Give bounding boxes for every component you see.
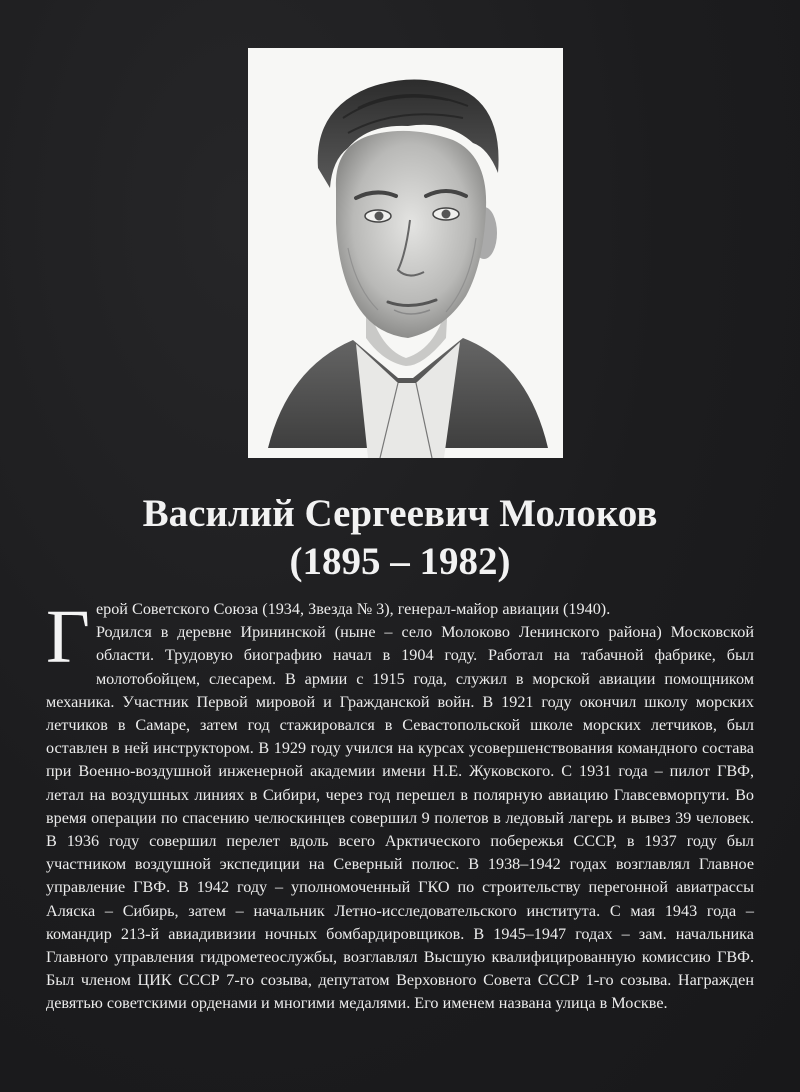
person-name: Василий Сергеевич Молоков [142,492,658,535]
bio-body: Родился в деревне Ирининской (ныне – село Молоково Ленинского района) Московской области. Трудовую биографию начал в 1904 году. Работал на табачной фабрике, был молотобойцем, слесарем. В армии с 1915 года, служил в морской авиации помощником механика. Участник Первой мировой и Гражданской войн. В 1921 году окончил школу морских летчиков в Самаре, затем год стажировался в Севастопольской школе морских летчиков, был оставлен в ней инструктором. В 1929 году учился на курсах усовершенствования командного состава при Военно-воздушной инженерной академии имени Н.Е. Жуковского. С 1931 года – пилот ГВФ, летал на воздушных линиях в Сибири, через год перешел в полярную авиацию Главсевморпути. Во время операции по спасению челюскинцев совершил 9 полетов в ледовый лагерь и вывез 39 человек. В 1936 году совершил перелет вдоль всего Арктического побережья СССР, в 1937 году был участником воздушной экспедиции на Северный полюс. В 1938–1942 годах возглавлял Главное управление ГВФ. В 1942 году – уполномоченный ГКО по строительству перегонной авиатрассы Аляска – Сибирь, затем – начальник Летно-исследовательского института. С мая 1943 года – командир 213-й авиадивизии ночных бомбардировщиков. В 1945–1947 годах – зам. начальника Главного управления гидрометеослужбы, возглавлял Высшую квалифицированную комиссию ГВФ. Был членом ЦИК СССР 7-го созыва, депутатом Верховного Совета СССР 1-го созыва. Награжден девятью советскими орденами и многими медалями. Его именем названа улица в Москве. [46,623,754,1013]
life-years: (1895 – 1982) [289,540,511,583]
biography [46,595,754,1016]
portrait [248,48,563,458]
portrait-sketch-icon [248,48,563,458]
dropcap-letter: Г [46,595,90,679]
bio-first-line: ерой Советского Союза (1934, Звезда № 3), генерал-майор авиации (1940). [95,600,611,618]
